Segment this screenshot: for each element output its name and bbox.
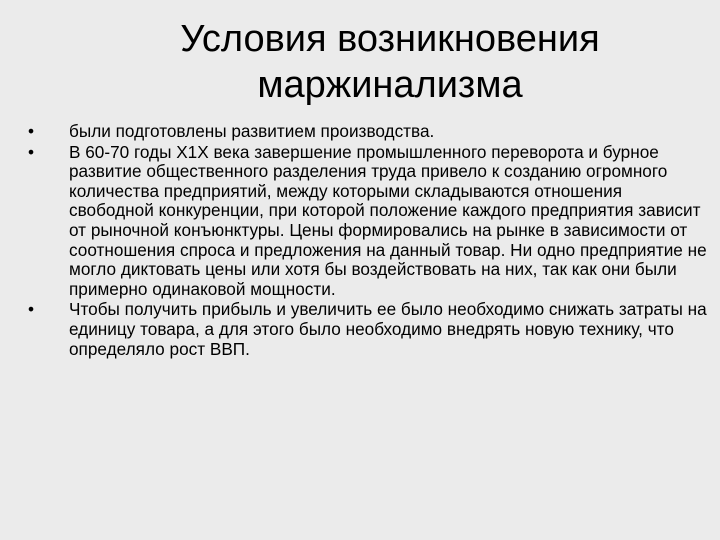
bullet-dot-icon: • (28, 121, 35, 141)
title-line-2: маржинализма (257, 64, 523, 106)
bullet-text: Чтобы получить прибыль и увеличить ее было необходимо снижать затраты на единицу товара, а для этого было необходимо внедрять новую технику, что определяло рост ВВП. (69, 299, 707, 359)
bullet-text: были подготовлены развитием производства. (69, 121, 435, 141)
bullet-item (28, 300, 708, 359)
slide-title (60, 16, 720, 108)
bullet-dot-icon: • (28, 299, 35, 320)
title-line-1: Условия возникновения (180, 18, 600, 60)
bullet-text: В 60-70 годы Х1Х века завершение промышленного переворота и бурное развитие общественного разделения труда привело к созданию огромного количества предприятий, между которыми складываются отношения свободной конкуренции, при которой положение каждого предприятия зависит от рыночной конъюнктуры. Цены формировались на рынке в зависимости от соотношения спроса и предложения на данный товар. Ни одно предприятие не могло диктовать цены или хотя бы воздействовать на них, так как они были примерно одинаковой мощности. (69, 141, 707, 299)
bullet-list (28, 122, 708, 360)
bullet-item (28, 122, 708, 142)
bullet-dot-icon: • (28, 141, 35, 162)
bullet-item (28, 143, 708, 300)
